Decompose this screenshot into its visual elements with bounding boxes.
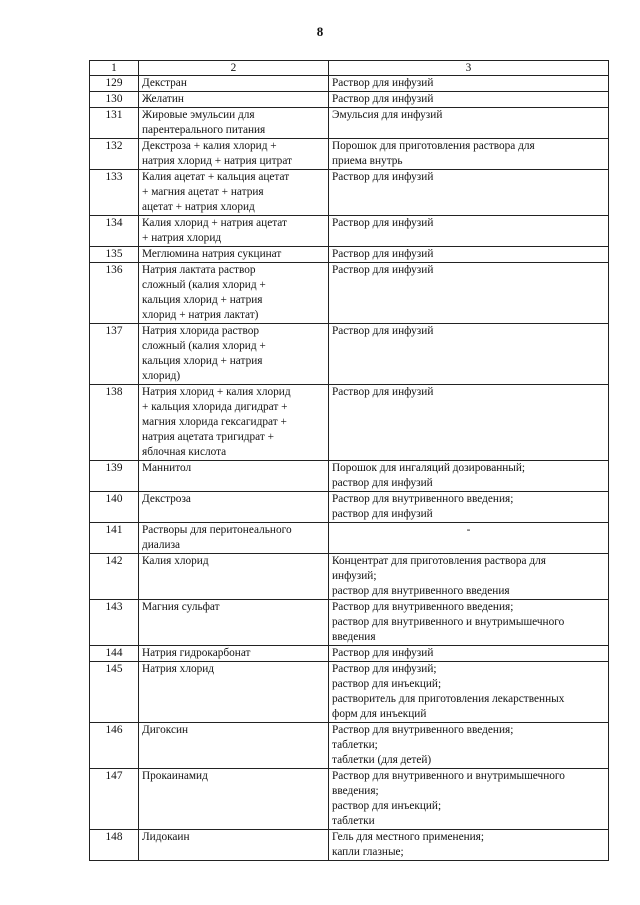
dosage-form-line: Эмульсия для инфузий xyxy=(332,109,443,121)
table-body xyxy=(90,76,609,861)
header-col-1: 1 xyxy=(90,61,139,76)
drug-name-line: Жировые эмульсии для xyxy=(142,109,255,121)
dosage-form-line: Раствор для инфузий; xyxy=(332,663,437,675)
drug-name-line: Лидокаин xyxy=(142,831,190,843)
dosage-form-line: раствор для внутривенного и внутримышечного xyxy=(332,616,565,628)
dosage-form-line: инфузий; xyxy=(332,570,377,582)
row-number: 138 xyxy=(90,385,139,461)
dosage-form-line: Раствор для инфузий xyxy=(332,77,434,89)
drug-name-line: Натрия гидрокарбонат xyxy=(142,647,251,659)
dosage-form-line: Раствор для внутривенного и внутримышечного xyxy=(332,770,565,782)
row-number: 129 xyxy=(90,76,139,92)
table-row xyxy=(90,646,609,662)
dosage-form-cell xyxy=(329,216,609,247)
dosage-form-cell xyxy=(329,92,609,108)
drug-name-line: Калия хлорид + натрия ацетат xyxy=(142,217,287,229)
dosage-form-line: Раствор для инфузий xyxy=(332,217,434,229)
table-row xyxy=(90,385,609,461)
page-number: 8 xyxy=(316,24,324,39)
dosage-form-cell xyxy=(329,662,609,723)
drug-name-cell xyxy=(139,723,329,769)
dosage-form-line: растворитель для приготовления лекарственных xyxy=(332,693,565,705)
dosage-form-line: Раствор для внутривенного введения; xyxy=(332,601,514,613)
drug-name-line: Натрия хлорида раствор xyxy=(142,325,260,337)
dosage-form-cell xyxy=(329,461,609,492)
table-row xyxy=(90,492,609,523)
table-row xyxy=(90,108,609,139)
drug-name-line: Маннитол xyxy=(142,462,192,474)
drug-name-cell xyxy=(139,523,329,554)
drug-name-cell xyxy=(139,324,329,385)
row-number: 133 xyxy=(90,170,139,216)
drug-name-line: Натрия лактата раствор xyxy=(142,264,256,276)
row-number: 142 xyxy=(90,554,139,600)
table-row xyxy=(90,76,609,92)
dosage-form-line: Раствор для инфузий xyxy=(332,93,434,105)
drug-name-line: Натрия хлорид xyxy=(142,663,215,675)
dosage-form-cell xyxy=(329,600,609,646)
row-number: 137 xyxy=(90,324,139,385)
row-number: 141 xyxy=(90,523,139,554)
row-number: 146 xyxy=(90,723,139,769)
drug-name-line: кальция хлорид + натрия xyxy=(142,294,263,306)
table-row xyxy=(90,600,609,646)
dosage-form-line: раствор для инфузий xyxy=(332,508,433,520)
row-number: 134 xyxy=(90,216,139,247)
dosage-form-cell xyxy=(329,723,609,769)
drug-name-cell xyxy=(139,385,329,461)
drug-name-line: яблочная кислота xyxy=(142,446,227,458)
table-row xyxy=(90,461,609,492)
dosage-form-cell xyxy=(329,492,609,523)
row-number: 140 xyxy=(90,492,139,523)
dosage-form-line: Гель для местного применения; xyxy=(332,831,485,843)
drug-name-cell xyxy=(139,662,329,723)
row-number: 148 xyxy=(90,830,139,861)
dosage-form-line: Раствор для инфузий xyxy=(332,386,434,398)
dosage-form-line: введения; xyxy=(332,785,379,797)
drug-name-cell xyxy=(139,92,329,108)
row-number: 147 xyxy=(90,769,139,830)
drug-name-line: Растворы для перитонеального xyxy=(142,524,292,536)
drug-name-line: ацетат + натрия хлорид xyxy=(142,201,255,213)
drug-name-cell xyxy=(139,170,329,216)
dosage-form-line: Раствор для инфузий xyxy=(332,248,434,260)
dosage-form-line: Порошок для ингаляций дозированный; xyxy=(332,462,526,474)
drug-name-cell xyxy=(139,263,329,324)
dosage-form-line: введения xyxy=(332,631,376,643)
table-row xyxy=(90,170,609,216)
drug-name-line: Натрия хлорид + калия хлорид xyxy=(142,386,291,398)
dosage-form-cell xyxy=(329,324,609,385)
drug-name-cell xyxy=(139,492,329,523)
dosage-form-line: Раствор для инфузий xyxy=(332,325,434,337)
row-number: 136 xyxy=(90,263,139,324)
drug-name-cell xyxy=(139,216,329,247)
dosage-form-line: Раствор для внутривенного введения; xyxy=(332,493,514,505)
dosage-form-cell xyxy=(329,646,609,662)
drug-name-line: + кальция хлорида дигидрат + xyxy=(142,401,288,413)
drug-name-line: Декстроза xyxy=(142,493,191,505)
table-row xyxy=(90,263,609,324)
row-number: 143 xyxy=(90,600,139,646)
header-row xyxy=(90,61,609,76)
drug-name-cell xyxy=(139,139,329,170)
dosage-form-cell xyxy=(329,554,609,600)
row-number: 135 xyxy=(90,247,139,263)
dosage-form-cell xyxy=(329,76,609,92)
drug-name-line: магния хлорида гексагидрат + xyxy=(142,416,287,428)
drug-name-cell xyxy=(139,108,329,139)
drug-name-cell xyxy=(139,769,329,830)
dosage-form-line: Концентрат для приготовления раствора для xyxy=(332,555,546,567)
drug-name-cell xyxy=(139,600,329,646)
dosage-form-line: - xyxy=(466,524,471,536)
dosage-form-cell xyxy=(329,523,609,554)
row-number: 131 xyxy=(90,108,139,139)
table-row xyxy=(90,139,609,170)
drug-name-line: Дигоксин xyxy=(142,724,189,736)
drug-name-cell xyxy=(139,247,329,263)
dosage-form-line: раствор для внутривенного введения xyxy=(332,585,510,597)
drug-name-cell xyxy=(139,76,329,92)
drug-name-line: Калия ацетат + кальция ацетат xyxy=(142,171,290,183)
drug-name-line: диализа xyxy=(142,539,181,551)
dosage-form-line: приема внутрь xyxy=(332,155,403,167)
row-number: 132 xyxy=(90,139,139,170)
drug-name-cell xyxy=(139,461,329,492)
drug-name-line: хлорид + натрия лактат) xyxy=(142,309,259,321)
drug-name-line: натрия хлорид + натрия цитрат xyxy=(142,155,292,167)
dosage-form-line: раствор для инъекций; xyxy=(332,800,442,812)
dosage-form-line: Порошок для приготовления раствора для xyxy=(332,140,535,152)
drug-name-cell xyxy=(139,646,329,662)
row-number: 130 xyxy=(90,92,139,108)
drug-name-cell xyxy=(139,554,329,600)
drug-name-line: кальция хлорид + натрия xyxy=(142,355,263,367)
drug-name-line: Декстроза + калия хлорид + xyxy=(142,140,277,152)
drug-name-line: Декстран xyxy=(142,77,187,89)
drug-name-line: сложный (калия хлорид + xyxy=(142,279,266,291)
drug-name-line: Магния сульфат xyxy=(142,601,220,613)
dosage-form-cell xyxy=(329,385,609,461)
dosage-form-line: Раствор для инфузий xyxy=(332,264,434,276)
table-row xyxy=(90,554,609,600)
dosage-form-line: таблетки xyxy=(332,815,375,827)
dosage-form-line: раствор для инфузий xyxy=(332,477,433,489)
drug-name-line: сложный (калия хлорид + xyxy=(142,340,266,352)
table-row xyxy=(90,769,609,830)
dosage-form-cell xyxy=(329,247,609,263)
row-number: 144 xyxy=(90,646,139,662)
table-row xyxy=(90,523,609,554)
dosage-form-line: таблетки; xyxy=(332,739,378,751)
drug-name-cell xyxy=(139,830,329,861)
drug-name-line: хлорид) xyxy=(142,370,181,382)
drug-name-line: парентерального питания xyxy=(142,124,266,136)
drug-name-line: Меглюмина натрия сукцинат xyxy=(142,248,282,260)
drug-name-line: Желатин xyxy=(142,93,184,105)
dosage-form-cell xyxy=(329,263,609,324)
drug-name-line: Прокаинамид xyxy=(142,770,208,782)
dosage-form-line: Раствор для инфузий xyxy=(332,647,434,659)
row-number: 139 xyxy=(90,461,139,492)
row-number: 145 xyxy=(90,662,139,723)
drug-name-line: + магния ацетат + натрия xyxy=(142,186,264,198)
dosage-form-line: Раствор для внутривенного введения; xyxy=(332,724,514,736)
header-col-3: 3 xyxy=(329,61,609,76)
drug-name-line: Калия хлорид xyxy=(142,555,209,567)
dosage-form-line: форм для инъекций xyxy=(332,708,427,720)
header-col-2: 2 xyxy=(139,61,329,76)
dosage-form-cell xyxy=(329,139,609,170)
dosage-form-line: капли глазные; xyxy=(332,846,404,858)
table-row xyxy=(90,216,609,247)
table-row xyxy=(90,324,609,385)
dosage-form-line: таблетки (для детей) xyxy=(332,754,432,766)
table-row xyxy=(90,830,609,861)
dosage-form-cell xyxy=(329,108,609,139)
dosage-form-cell xyxy=(329,170,609,216)
drug-name-line: + натрия хлорид xyxy=(142,232,222,244)
table-row xyxy=(90,92,609,108)
table-row xyxy=(90,723,609,769)
dosage-form-line: раствор для инъекций; xyxy=(332,678,442,690)
dosage-form-line: Раствор для инфузий xyxy=(332,171,434,183)
drug-name-line: натрия ацетата тригидрат + xyxy=(142,431,275,443)
table-row xyxy=(90,247,609,263)
table-row xyxy=(90,662,609,723)
drug-table xyxy=(89,60,609,861)
dosage-form-cell xyxy=(329,830,609,861)
dosage-form-cell xyxy=(329,769,609,830)
